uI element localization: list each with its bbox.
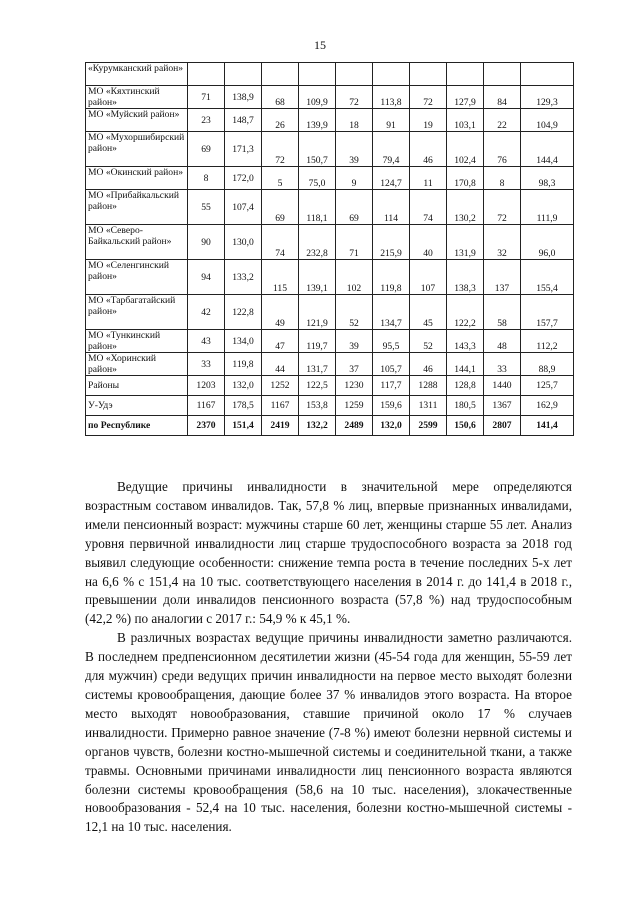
table-cell bbox=[262, 63, 299, 86]
table-cell: 26 bbox=[262, 109, 299, 132]
table-row bbox=[86, 225, 574, 260]
table-cell: 113,8 bbox=[373, 86, 410, 109]
table-cell: 1259 bbox=[336, 396, 373, 416]
table-cell: 134,0 bbox=[225, 330, 262, 353]
table-cell: 8 bbox=[188, 167, 225, 190]
table-row bbox=[86, 132, 574, 167]
table-cell: 69 bbox=[188, 132, 225, 167]
table-row bbox=[86, 86, 574, 109]
region-name: по Республике bbox=[86, 416, 188, 436]
table-cell: 33 bbox=[484, 353, 521, 376]
table-cell: 40 bbox=[410, 225, 447, 260]
table-cell: 133,2 bbox=[225, 260, 262, 295]
table-cell: 115 bbox=[262, 260, 299, 295]
table-cell: 2419 bbox=[262, 416, 299, 436]
table-cell: 2489 bbox=[336, 416, 373, 436]
table-row bbox=[86, 63, 574, 86]
paragraph-age-differences: В различных возрастах ведущие причины инвалидности заметно различаются. В последнем предпенсионном десятилетии жизни (45-54 года для женщин, 55-59 лет для мужчин) среди ведущих причин инвалидности на первое место выходят болезни системы кровообращения, дающие более 37 % инвалидов этого возраста. На второе место выходят новообразования, ставшие причиной около 17 % случаев инвалидности. Примерно равное значение (7-8 %) имеют болезни нервной системы и органов чувств, болезни костно-мышечной системы и соединительной ткани, а также травмы. Основными причинами инвалидности лиц пенсионного возраста являются болезни системы кровообращения (58,6 на 10 тыс. населения), злокачественные новообразования - 52,4 на 10 тыс. населения, болезни костно-мышечной системы - 12,1 на 10 тыс. населения. bbox=[85, 630, 572, 835]
table-cell: 144,4 bbox=[521, 132, 574, 167]
table-cell: 96,0 bbox=[521, 225, 574, 260]
region-name: МО «Тункинский район» bbox=[86, 330, 188, 353]
table-row bbox=[86, 353, 574, 376]
table-row bbox=[86, 295, 574, 330]
table-cell: 134,7 bbox=[373, 295, 410, 330]
region-name: МО «Тарбагатайский район» bbox=[86, 295, 188, 330]
table-cell: 52 bbox=[410, 330, 447, 353]
table-cell bbox=[447, 63, 484, 86]
body-text bbox=[85, 478, 572, 837]
table-cell: 122,8 bbox=[225, 295, 262, 330]
region-name: МО «Окинский район» bbox=[86, 167, 188, 190]
table-cell: 117,7 bbox=[373, 376, 410, 396]
table-cell: 72 bbox=[262, 132, 299, 167]
table-cell: 132,0 bbox=[373, 416, 410, 436]
table-cell: 1367 bbox=[484, 396, 521, 416]
region-name: МО «Селенгинский район» bbox=[86, 260, 188, 295]
table-row bbox=[86, 396, 574, 416]
table-cell: 74 bbox=[410, 190, 447, 225]
table-cell: 44 bbox=[262, 353, 299, 376]
table-cell: 42 bbox=[188, 295, 225, 330]
table-row bbox=[86, 416, 574, 436]
table-cell: 119,8 bbox=[373, 260, 410, 295]
table-cell: 178,5 bbox=[225, 396, 262, 416]
table-cell: 11 bbox=[410, 167, 447, 190]
table-cell: 1167 bbox=[188, 396, 225, 416]
table-cell: 151,4 bbox=[225, 416, 262, 436]
page-number: 15 bbox=[314, 38, 326, 52]
table-cell: 232,8 bbox=[299, 225, 336, 260]
table-cell: 49 bbox=[262, 295, 299, 330]
table-cell: 153,8 bbox=[299, 396, 336, 416]
table-cell: 102,4 bbox=[447, 132, 484, 167]
table-cell: 33 bbox=[188, 353, 225, 376]
table-cell: 72 bbox=[336, 86, 373, 109]
table-cell: 90 bbox=[188, 225, 225, 260]
table-cell: 112,2 bbox=[521, 330, 574, 353]
table-cell bbox=[188, 63, 225, 86]
table-cell: 1167 bbox=[262, 396, 299, 416]
table-cell: 139,1 bbox=[299, 260, 336, 295]
table-cell: 172,0 bbox=[225, 167, 262, 190]
table-cell: 157,7 bbox=[521, 295, 574, 330]
table-cell: 23 bbox=[188, 109, 225, 132]
table-cell: 74 bbox=[262, 225, 299, 260]
table-row bbox=[86, 190, 574, 225]
table-cell: 46 bbox=[410, 132, 447, 167]
table-cell: 1288 bbox=[410, 376, 447, 396]
region-name: У-Удэ bbox=[86, 396, 188, 416]
table-cell: 88,9 bbox=[521, 353, 574, 376]
table-cell: 132,2 bbox=[299, 416, 336, 436]
table-cell: 128,8 bbox=[447, 376, 484, 396]
table-cell bbox=[410, 63, 447, 86]
table-cell: 45 bbox=[410, 295, 447, 330]
table-cell: 107 bbox=[410, 260, 447, 295]
table-cell: 1203 bbox=[188, 376, 225, 396]
region-name: МО «Северо-Байкальский район» bbox=[86, 225, 188, 260]
table-cell bbox=[225, 63, 262, 86]
table-cell: 130,2 bbox=[447, 190, 484, 225]
disability-stats-table bbox=[85, 62, 574, 436]
table-cell: 71 bbox=[336, 225, 373, 260]
region-name: МО «Кяхтинский район» bbox=[86, 86, 188, 109]
table-cell: 69 bbox=[262, 190, 299, 225]
table-cell: 76 bbox=[484, 132, 521, 167]
table-cell: 72 bbox=[410, 86, 447, 109]
table-cell: 129,3 bbox=[521, 86, 574, 109]
table-cell: 109,9 bbox=[299, 86, 336, 109]
table-cell: 75,0 bbox=[299, 167, 336, 190]
table-cell: 150,7 bbox=[299, 132, 336, 167]
table-cell: 159,6 bbox=[373, 396, 410, 416]
table-cell: 131,7 bbox=[299, 353, 336, 376]
table-cell: 8 bbox=[484, 167, 521, 190]
table-cell: 139,9 bbox=[299, 109, 336, 132]
table-cell: 125,7 bbox=[521, 376, 574, 396]
table-cell: 1311 bbox=[410, 396, 447, 416]
table-cell: 114 bbox=[373, 190, 410, 225]
table-cell: 118,1 bbox=[299, 190, 336, 225]
table-cell: 48 bbox=[484, 330, 521, 353]
table-cell: 1440 bbox=[484, 376, 521, 396]
table-cell: 39 bbox=[336, 132, 373, 167]
table-cell: 122,5 bbox=[299, 376, 336, 396]
table-cell: 58 bbox=[484, 295, 521, 330]
table-cell: 1230 bbox=[336, 376, 373, 396]
table-cell: 155,4 bbox=[521, 260, 574, 295]
table-cell: 102 bbox=[336, 260, 373, 295]
table-cell: 111,9 bbox=[521, 190, 574, 225]
table-cell: 95,5 bbox=[373, 330, 410, 353]
table-cell: 2370 bbox=[188, 416, 225, 436]
table-row bbox=[86, 109, 574, 132]
table-cell: 170,8 bbox=[447, 167, 484, 190]
table-cell: 69 bbox=[336, 190, 373, 225]
table-cell: 215,9 bbox=[373, 225, 410, 260]
table-cell: 138,3 bbox=[447, 260, 484, 295]
table-cell: 43 bbox=[188, 330, 225, 353]
table-cell bbox=[521, 63, 574, 86]
table-cell: 119,8 bbox=[225, 353, 262, 376]
table-cell bbox=[484, 63, 521, 86]
region-name: МО «Прибайкальский район» bbox=[86, 190, 188, 225]
table-cell: 150,6 bbox=[447, 416, 484, 436]
table-row bbox=[86, 167, 574, 190]
table-cell: 72 bbox=[484, 190, 521, 225]
table-cell: 94 bbox=[188, 260, 225, 295]
table-cell: 2599 bbox=[410, 416, 447, 436]
region-name: МО «Мухоршибирский район» bbox=[86, 132, 188, 167]
table-cell: 37 bbox=[336, 353, 373, 376]
table-cell: 107,4 bbox=[225, 190, 262, 225]
table-cell: 124,7 bbox=[373, 167, 410, 190]
table-cell: 119,7 bbox=[299, 330, 336, 353]
table-row bbox=[86, 376, 574, 396]
table-cell bbox=[299, 63, 336, 86]
table-cell: 180,5 bbox=[447, 396, 484, 416]
table-cell: 91 bbox=[373, 109, 410, 132]
table-cell: 5 bbox=[262, 167, 299, 190]
table-cell: 131,9 bbox=[447, 225, 484, 260]
table-row bbox=[86, 260, 574, 295]
table-cell: 46 bbox=[410, 353, 447, 376]
region-name: «Курумканский район» bbox=[86, 63, 188, 86]
table-cell: 1252 bbox=[262, 376, 299, 396]
table-cell: 105,7 bbox=[373, 353, 410, 376]
region-name: Районы bbox=[86, 376, 188, 396]
table-cell: 52 bbox=[336, 295, 373, 330]
table-cell: 148,7 bbox=[225, 109, 262, 132]
table-cell: 132,0 bbox=[225, 376, 262, 396]
table-cell bbox=[373, 63, 410, 86]
table-cell: 143,3 bbox=[447, 330, 484, 353]
table-cell: 84 bbox=[484, 86, 521, 109]
table-cell: 122,2 bbox=[447, 295, 484, 330]
table-cell: 103,1 bbox=[447, 109, 484, 132]
table-row bbox=[86, 330, 574, 353]
table-cell: 121,9 bbox=[299, 295, 336, 330]
table-cell: 130,0 bbox=[225, 225, 262, 260]
table-cell: 98,3 bbox=[521, 167, 574, 190]
table-cell: 127,9 bbox=[447, 86, 484, 109]
table-cell: 19 bbox=[410, 109, 447, 132]
region-name: МО «Хоринский район» bbox=[86, 353, 188, 376]
table-cell: 2807 bbox=[484, 416, 521, 436]
table-cell bbox=[336, 63, 373, 86]
table-cell: 141,4 bbox=[521, 416, 574, 436]
table-cell: 32 bbox=[484, 225, 521, 260]
table-cell: 47 bbox=[262, 330, 299, 353]
table-cell: 71 bbox=[188, 86, 225, 109]
table-cell: 162,9 bbox=[521, 396, 574, 416]
table-cell: 18 bbox=[336, 109, 373, 132]
table-cell: 22 bbox=[484, 109, 521, 132]
table-cell: 55 bbox=[188, 190, 225, 225]
table-cell: 79,4 bbox=[373, 132, 410, 167]
table-cell: 68 bbox=[262, 86, 299, 109]
table-cell: 171,3 bbox=[225, 132, 262, 167]
table-cell: 138,9 bbox=[225, 86, 262, 109]
table-cell: 144,1 bbox=[447, 353, 484, 376]
paragraph-age-structure: Ведущие причины инвалидности в значительной мере определяются возрастным составом инвалидов. Так, 57,8 % лиц, впервые признанных инвалидами, имели пенсионный возраст: мужчины старше 60 лет, женщины старше 55 лет. Анализ уровня первичной инвалидности лиц старше трудоспособного возраста за 2018 год выявил следующие особенности: снижение темпа роста в течение последних 5-х лет на 6,6 % с 151,4 на 10 тыс. соответствующего населения в 2014 г. до 141,4 в 2018 г., превышении доли инвалидов пенсионного возраста (57,8 %) над трудоспособным (42,2 %) по аналогии с 2017 г.: 54,9 % к 45,1 %. bbox=[85, 479, 572, 627]
table-cell: 39 bbox=[336, 330, 373, 353]
table-cell: 104,9 bbox=[521, 109, 574, 132]
table-cell: 9 bbox=[336, 167, 373, 190]
table-cell: 137 bbox=[484, 260, 521, 295]
region-name: МО «Муйский район» bbox=[86, 109, 188, 132]
